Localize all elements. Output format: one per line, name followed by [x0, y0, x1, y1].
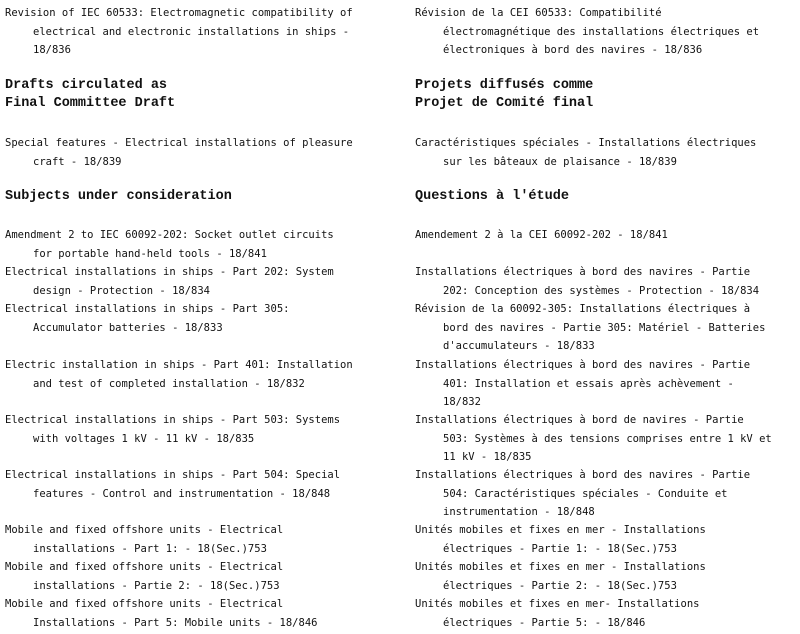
list-item [5, 263, 400, 300]
entry-line: craft - 18/839 [33, 155, 122, 168]
list-item [5, 411, 400, 448]
heading-line: Projets diffusés comme [415, 78, 594, 93]
entry-line: Mobile and fixed offshore units - Electrical [5, 524, 284, 536]
heading-line: Final Committee Draft [5, 96, 176, 111]
list-item [415, 595, 800, 632]
entry-line: Unités mobiles et fixes en mer- Installations [415, 598, 700, 610]
projets-heading [415, 77, 800, 113]
list-item [415, 521, 800, 558]
entry-line: Caractéristiques spéciales - Installations électriques [415, 137, 757, 149]
entry-line: d'accumulateurs - 18/833 [443, 340, 595, 352]
subjects-heading: Subjects under consideration [5, 189, 232, 204]
entry-line: 18/836 [33, 44, 71, 56]
entry-pleasure-craft [5, 134, 400, 171]
entry-line: 504: Caractéristiques spéciales - Conduite et [443, 487, 728, 500]
entry-line: Electric installation in ships - Part 401: Installation [5, 359, 353, 371]
list-item [415, 356, 800, 412]
entry-line: Révision de la 60092-305: Installations électriques à [415, 303, 751, 315]
entry-line: Electrical installations in ships - Part 305: [5, 303, 290, 315]
entry-line: 202: Conception des systèmes - Protection - 18/834 [443, 284, 760, 297]
entry-line: Mobile and fixed offshore units - Electrical [5, 598, 284, 610]
list-item [415, 300, 800, 356]
entry-line: Amendement 2 à la CEI 60092-202 - 18/841 [415, 229, 668, 241]
entry-line: Installations électriques à bord des navires - Partie [415, 266, 751, 278]
list-item [415, 466, 800, 522]
heading-line: Drafts circulated as [5, 78, 168, 93]
entry-line: 401: Installation et essais après achèvement - [443, 377, 734, 390]
list-item [5, 466, 400, 503]
entry-line: électriques - Partie 2: - 18(Sec.)753 [443, 579, 677, 592]
entry-line: Electrical installations in ships - Part 202: System [5, 266, 334, 278]
entry-line: Electrical installations in ships - Part 504: Special [5, 469, 341, 481]
entry-line: Electrical installations in ships - Part 503: Systems [5, 414, 341, 426]
entry-line: électriques - Partie 5: - 18/846 [443, 616, 646, 629]
list-item [5, 356, 400, 393]
entry-line: électroniques à bord des navires - 18/836 [443, 44, 703, 56]
entry-line: électriques - Partie 1: - 18(Sec.)753 [443, 542, 677, 555]
entry-line: for portable hand-held tools - 18/841 [33, 247, 267, 260]
entry-line: Révision de la CEI 60533: Compatibilité [415, 7, 662, 19]
entry-revision-cei-60533 [415, 4, 800, 60]
entry-line: electrical and electronic installations in ships - [33, 25, 350, 38]
entry-line: installations - Part 1: - 18(Sec.)753 [33, 542, 267, 555]
entry-line: instrumentation - 18/848 [443, 506, 595, 518]
entry-line: Special features - Electrical installations of pleasure [5, 137, 353, 149]
entry-line: Mobile and fixed offshore units - Electrical [5, 561, 284, 573]
entry-line: Installations électriques à bord des navires - Partie [415, 359, 751, 371]
heading-line: Projet de Comité final [415, 96, 594, 111]
entry-line: Accumulator batteries - 18/833 [33, 321, 223, 334]
entry-line: Unités mobiles et fixes en mer - Installations [415, 561, 706, 573]
entry-line: 11 kV - 18/835 [443, 451, 532, 463]
entry-line: Installations électriques à bord des navires - Partie [415, 469, 751, 481]
entry-line: 18/832 [443, 396, 481, 408]
list-item [5, 226, 400, 263]
entry-line: design - Protection - 18/834 [33, 284, 211, 297]
list-item [415, 558, 800, 595]
list-item [5, 521, 400, 558]
entry-plaisance [415, 134, 800, 171]
entry-line: Unités mobiles et fixes en mer - Installations [415, 524, 706, 536]
entry-line: Installations - Part 5: Mobile units - 18/846 [33, 616, 318, 629]
drafts-heading [5, 77, 400, 113]
entry-line: 503: Systèmes à des tensions comprises entre 1 kV et [443, 432, 772, 445]
entry-line: features - Control and instrumentation - 18/848 [33, 487, 331, 500]
entry-line: Revision of IEC 60533: Electromagnetic compatibility of [5, 7, 353, 19]
questions-heading: Questions à l'étude [415, 189, 569, 204]
list-item [415, 411, 800, 467]
entry-revision-iec-60533 [5, 4, 400, 60]
entry-line: installations - Partie 2: - 18(Sec.)753 [33, 579, 280, 592]
entry-line: and test of completed installation - 18/832 [33, 377, 305, 390]
entry-line: sur les bâteaux de plaisance - 18/839 [443, 155, 677, 168]
list-item [5, 595, 400, 632]
list-item [415, 263, 800, 300]
list-item [5, 558, 400, 595]
entry-line: bord des navires - Partie 305: Matériel - Batteries [443, 321, 766, 334]
entry-line: Amendment 2 to IEC 60092-202: Socket outlet circuits [5, 229, 334, 241]
entry-line: Installations électriques à bord de navires - Partie [415, 414, 744, 426]
entry-line: électromagnétique des installations électriques et [443, 25, 760, 38]
list-item [5, 300, 400, 337]
list-item [415, 226, 800, 245]
entry-line: with voltages 1 kV - 11 kV - 18/835 [33, 432, 255, 445]
